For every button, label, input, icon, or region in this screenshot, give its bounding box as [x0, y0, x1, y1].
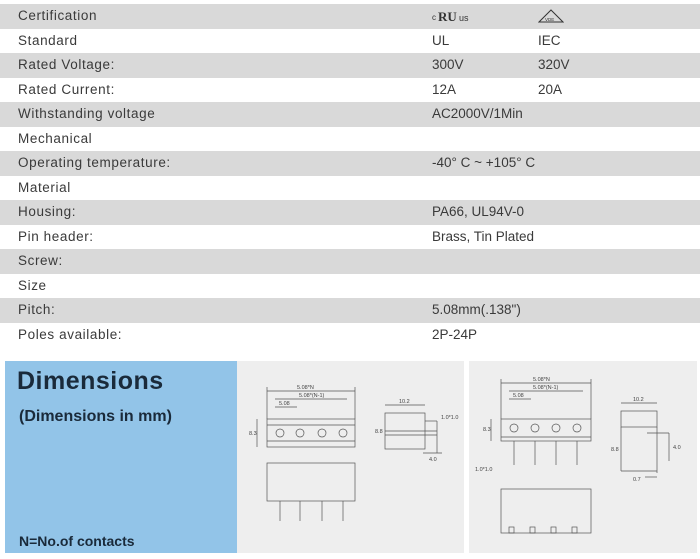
- spec-label: Poles available:: [18, 326, 123, 342]
- contacts-note: N=No.of contacts: [19, 533, 135, 549]
- dim-total: 5.08*N: [297, 385, 314, 391]
- dim-height: 8.3: [483, 427, 491, 433]
- spec-row: [0, 200, 700, 225]
- spec-row: [0, 298, 700, 323]
- spec-label: Rated Voltage:: [18, 57, 115, 72]
- dimensions-title: Dimensions: [17, 367, 164, 395]
- dim-side-height: 1.0*1.0: [441, 415, 459, 421]
- spec-value-primary: -40° C ~ +105° C: [432, 155, 536, 170]
- spec-row: [0, 4, 700, 29]
- spec-label: Rated Current:: [18, 81, 115, 97]
- ul-logo-icon: [432, 9, 476, 23]
- spec-value-primary: 2P-24P: [432, 326, 478, 342]
- spec-value-secondary: 320V: [538, 57, 570, 72]
- dim-total: 5.08*N: [533, 377, 550, 383]
- spec-label: Screw:: [18, 253, 63, 268]
- spec-value-primary: UL: [432, 32, 450, 48]
- vde-cert-logo: [538, 4, 564, 29]
- dim-bottom: 4.0: [429, 457, 437, 463]
- svg-text:us: us: [459, 13, 469, 24]
- spec-table: [0, 4, 700, 347]
- dim-pitch: 5.08: [513, 393, 524, 399]
- svg-text:c: c: [432, 13, 436, 23]
- spec-value-primary: 5.08mm(.138"): [432, 302, 521, 317]
- spec-label: Operating temperature:: [18, 155, 171, 170]
- spec-row: [0, 225, 700, 250]
- dim-n-minus-1: 5.08*(N-1): [533, 385, 559, 391]
- spec-value-primary: Brass, Tin Plated: [432, 228, 535, 244]
- spec-label: Pitch:: [18, 302, 56, 317]
- spec-value-secondary: 20A: [538, 81, 563, 97]
- spec-label: Certification: [18, 8, 98, 23]
- spec-label: Standard: [18, 32, 78, 48]
- vde-logo-icon: [538, 9, 564, 23]
- spec-row: [0, 274, 700, 299]
- dim-side-length: 8.8: [375, 429, 383, 435]
- dim-n-minus-1: 5.08*(N-1): [299, 393, 325, 399]
- spec-row: [0, 29, 700, 54]
- spec-row: [0, 53, 700, 78]
- spec-value-primary: 12A: [432, 81, 457, 97]
- dim-side-right: 4.0: [673, 445, 681, 451]
- spec-row: [0, 151, 700, 176]
- drawing-angled-svg: [469, 361, 697, 553]
- spec-row: [0, 176, 700, 201]
- spec-row: [0, 127, 700, 152]
- dim-height: 8.3: [249, 431, 257, 437]
- dim-side-width: 10.2: [633, 397, 644, 403]
- spec-label: Material: [18, 179, 71, 195]
- dimensions-panel: [5, 361, 237, 553]
- spec-label: Mechanical: [18, 130, 93, 146]
- drawing-angled-header: [469, 361, 697, 553]
- drawing-straight-svg: [237, 361, 464, 553]
- dim-side-height: 8.8: [611, 447, 619, 453]
- dimensions-subtitle: (Dimensions in mm): [19, 408, 172, 425]
- spec-row: [0, 102, 700, 127]
- svg-text:VDE: VDE: [545, 17, 555, 23]
- spec-row: [0, 78, 700, 103]
- spec-label: Size: [18, 277, 47, 293]
- dim-side-width: 10.2: [399, 399, 410, 405]
- dim-bottom: 0.7: [633, 477, 641, 483]
- svg-text:RU: RU: [438, 9, 457, 24]
- spec-label: Withstanding voltage: [18, 106, 156, 121]
- dim-pin: 1.0*1.0: [475, 467, 493, 473]
- spec-value-primary: 300V: [432, 57, 464, 72]
- spec-label: Pin header:: [18, 228, 94, 244]
- spec-row: [0, 323, 700, 348]
- ul-cert-logo: [432, 4, 476, 29]
- spec-value-primary: PA66, UL94V-0: [432, 204, 525, 219]
- drawing-straight-header: [237, 361, 464, 553]
- spec-value-secondary: IEC: [538, 32, 561, 48]
- spec-value-primary: AC2000V/1Min: [432, 106, 523, 121]
- dim-pitch: 5.08: [279, 401, 290, 407]
- spec-row: [0, 249, 700, 274]
- spec-label: Housing:: [18, 204, 77, 219]
